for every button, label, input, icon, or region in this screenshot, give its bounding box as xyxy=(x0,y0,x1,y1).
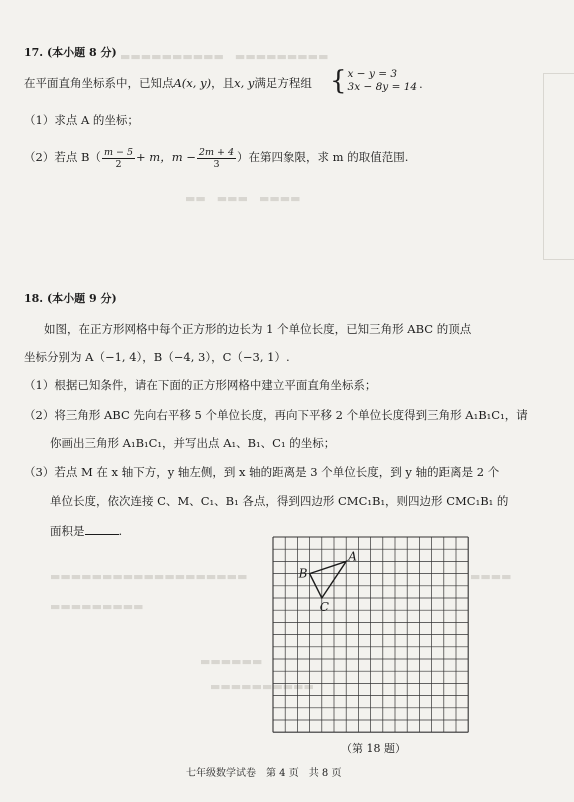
q18-part3-line3 xyxy=(50,523,122,538)
q17-frac1-num: m − 5 xyxy=(103,146,133,158)
q17-part2-mid: + m，m − xyxy=(136,150,196,164)
q17-title: 17. (本小题 8 分) xyxy=(24,46,117,59)
triangle-abc xyxy=(310,561,347,598)
q17-part2-suffix: ）在第四象限，求 m 的取值范围. xyxy=(237,150,409,164)
square-grid xyxy=(273,537,468,732)
q17-point-a: A(x, y) xyxy=(173,76,212,90)
q18-area-end: . xyxy=(118,524,123,538)
q17-eq-end: . xyxy=(419,77,423,91)
q18-part3-line2: 单位长度，依次连接 C、M、C₁、B₁ 各点，得到四边形 CMC₁B₁，则四边形 CMC₁B₁ 的 xyxy=(50,494,509,508)
q17-part2-prefix: （2）若点 B（ xyxy=(24,150,101,164)
q18-intro-line1: 如图，在正方形网格中每个正方形的边长为 1 个单位长度，已知三角形 ABC 的顶点 xyxy=(44,322,472,336)
q17-equation-system xyxy=(330,68,423,94)
q18-part1: （1）根据已知条件，请在下面的正方形网格中建立平面直角坐标系； xyxy=(24,378,377,392)
ghost-text: ▬▬▬▬▬▬▬▬▬▬ xyxy=(210,680,314,693)
q18-part3-line1: （3）若点 M 在 x 轴下方，y 轴左侧，到 x 轴的距离是 3 个单位长度，到 y 轴的距离是 2 个 xyxy=(24,465,500,479)
q17-stem-suffix: 满足方程组 xyxy=(254,76,312,90)
ghost-score-box xyxy=(543,73,574,260)
left-brace-icon: { xyxy=(330,66,347,96)
q17-stem-mid: ，且 xyxy=(211,76,235,90)
q17-stem xyxy=(24,76,312,90)
q17-frac1-den: 2 xyxy=(115,158,122,170)
ghost-text: ▬▬▬▬▬▬ xyxy=(200,655,263,668)
q17-fraction-2 xyxy=(197,147,236,170)
q18-title: 18. (本小题 9 分) xyxy=(24,292,117,305)
q18-intro-line2: 坐标分别为 A（−1, 4），B（−4, 3），C（−3, 1）. xyxy=(24,350,290,364)
ghost-text: ▬▬ ▬▬▬ ▬▬▬▬ xyxy=(185,192,301,205)
q17-part2 xyxy=(24,143,408,171)
q17-stem-prefix: 在平面直角坐标系中，已知点 xyxy=(24,76,174,90)
q18-part2-line1: （2）将三角形 ABC 先向右平移 5 个单位长度，再向下平移 2 个单位长度得到三角形 A₁B₁C₁，请 xyxy=(24,408,528,422)
ghost-text: ▬▬▬▬▬▬▬▬▬▬▬▬▬▬▬▬▬▬▬ xyxy=(50,570,248,583)
label-c: C xyxy=(319,600,329,614)
q18-part2-line2: 你画出三角形 A₁B₁C₁，并写出点 A₁、B₁、C₁ 的坐标； xyxy=(50,436,336,450)
q17-eq2: 3x − 8y = 14 xyxy=(347,81,418,93)
q17-frac2-num: 2m + 4 xyxy=(198,146,235,158)
q18-area-label: 面积是 xyxy=(50,524,85,538)
label-b: B xyxy=(298,566,308,581)
q17-eq1: x − y = 3 xyxy=(347,68,398,80)
q17-frac2-den: 3 xyxy=(213,158,220,170)
ghost-text: ▬▬▬▬▬▬▬▬▬▬ ▬▬▬▬▬▬▬▬▬ xyxy=(120,50,329,63)
label-a: A xyxy=(348,549,357,564)
q17-part1: （1）求点 A 的坐标； xyxy=(24,113,139,127)
ghost-text: ▬▬▬▬ xyxy=(470,570,512,583)
q18-figure-caption: （第 18 题） xyxy=(341,742,406,755)
answer-blank xyxy=(85,523,119,535)
q17-fraction-1 xyxy=(102,147,135,170)
page-footer: 七年级数学试卷 第 4 页 共 8 页 xyxy=(186,768,342,779)
q17-xy: x, y xyxy=(234,76,255,90)
ghost-text: ▬▬▬▬▬▬▬▬▬ xyxy=(50,600,144,613)
